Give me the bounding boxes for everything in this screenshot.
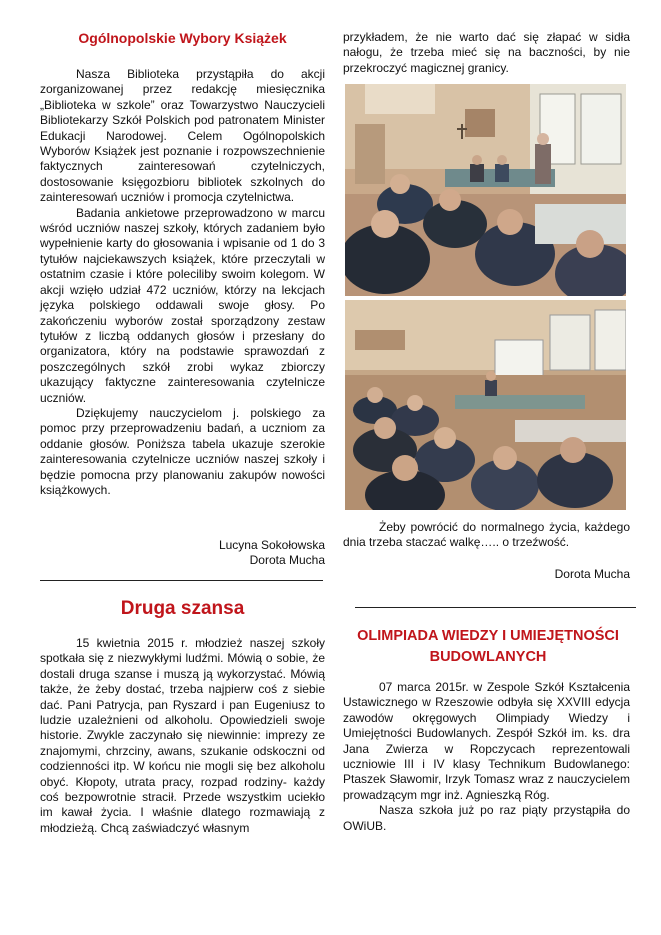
meeting-photo-2 xyxy=(345,300,626,510)
divider xyxy=(40,580,323,581)
paragraph: Żeby powrócić do normalnego życia, każdego dnia trzeba staczać walkę….. o trzeźwość. xyxy=(343,520,630,550)
article-body-olympiad xyxy=(343,680,630,834)
author-name: Lucyna Sokołowska xyxy=(218,538,325,552)
paragraph: Nasza szkoła już po raz piąty przystąpiła do OWiUB. xyxy=(343,803,630,833)
signature-block xyxy=(40,538,325,569)
article-body-second-chance xyxy=(40,636,325,836)
paragraph: Dziękujemy nauczycielom j. polskiego za pomoc przy przeprowadzeniu badań, a uczniom za oddanie głosów. Poniższa tabela ukazuje szerokie zainteresowania czytelnicze uczniów naszej szkoły i będzie pomocna przy planowaniu zakupów nowości książkowych. xyxy=(40,405,325,497)
author-name: Dorota Mucha xyxy=(554,567,630,581)
meeting-photo-1 xyxy=(345,84,626,296)
paragraph: 07 marca 2015r. w Zespole Szkół Kształcenia Ustawicznego w Rzeszowie odbyła się XXVIII edycja zawodów okręgowych Olimpiady Wiedzy i Umiejętności Budowlanych. Zespół Szkół im. ks. dra Jana Zwierza w Ropczycach reprezentowali uczniowie III i IV klasy Technikum Budowlanego: Ptaszek Sławomir, Irzyk Tomasz wraz z nauczycielem prowadzącym mgr inż. Agnieszką Róg. xyxy=(343,680,630,802)
article-title-second-chance: Druga szansa xyxy=(120,598,245,619)
article-title-book-elections: Ogólnopolskie Wybory Książek xyxy=(78,30,287,46)
article-continuation xyxy=(343,30,630,76)
paragraph: Nasza Biblioteka przystąpiła do akcji zorganizowanej przez redakcję miesięcznika „Biblioteka w szkole” oraz Towarzystwo Nauczycieli Bibliotekarzy Szkół Polskich pod patronatem Minister Edukacji Narodowej. Celem Ogólnopolskich Wyborów Książek jest poznanie i rozpowszechnienie faktycznych zainteresowań czytelniczych, dostosowanie księgozbioru bibliotek szkolnych do zainteresowań uczniów i promocja czytelnictwa. xyxy=(40,67,325,205)
divider xyxy=(355,607,636,608)
article-closing xyxy=(343,520,630,551)
article-title-olympiad: OLIMPIADA WIEDZY I UMIEJĘTNOŚCI BUDOWLANYCH xyxy=(357,628,619,665)
article-body-book-elections xyxy=(40,67,325,498)
paragraph: 15 kwietnia 2015 r. młodzież naszej szkoły spotkała się z niezwykłymi ludźmi. Mówią o sobie, że dostali druga szanse i muszą ją wykorzystać. Mówią także, że żeby dostać, trzeba najpierw coś z siebie dać. Pani Patrycja, pan Ryszard i pan Eugeniusz to ludzie uzależnieni od alkoholu. Opowiedzieli swoje historie. Zwykle zaczynało się niewinnie: imprezy ze znajomymi, chrzciny, awans, szukanie odskoczni od codzienności itp. W końcu nie mogli się bez alkoholu obyć. Kłopoty, utrata pracy, rozpad rodziny- każdy coś bezpowrotnie stracił. Przede wszystkim uciekło im kawał życia. I właśnie dlatego rozmawiają z młodzieżą. Chcą zaświadczyć własnym xyxy=(40,636,325,835)
paragraph: przykładem, że nie warto dać się złapać w sidła nałogu, że trzeba mieć się na baczności, by nie przekroczyć magicznej granicy. xyxy=(343,30,630,75)
author-name: Dorota Mucha xyxy=(249,553,325,568)
paragraph: Badania ankietowe przeprowadzono w marcu wśród uczniów naszej szkoły, których zadaniem było wypełnienie karty do głosowania i wpisanie od 1 do 3 tytułów najciekawszych książek, które przeczytali w ostatnim czasie i które poleciliby swoim kolegom. W akcji wzięło udział 472 uczniów, którzy na lekcjach języka polskiego oddawali swoje głosy. Po zakończeniu wyborów został sporządzony zestaw tytułów z liczbą oddanych głosów i przesłany do organizatora, który na podstawie sprawozdań z poszczególnych szkół zrobi wykaz zbiorczy ukazujący faktyczne zainteresowania czytelnicze uczniów. xyxy=(40,205,325,405)
